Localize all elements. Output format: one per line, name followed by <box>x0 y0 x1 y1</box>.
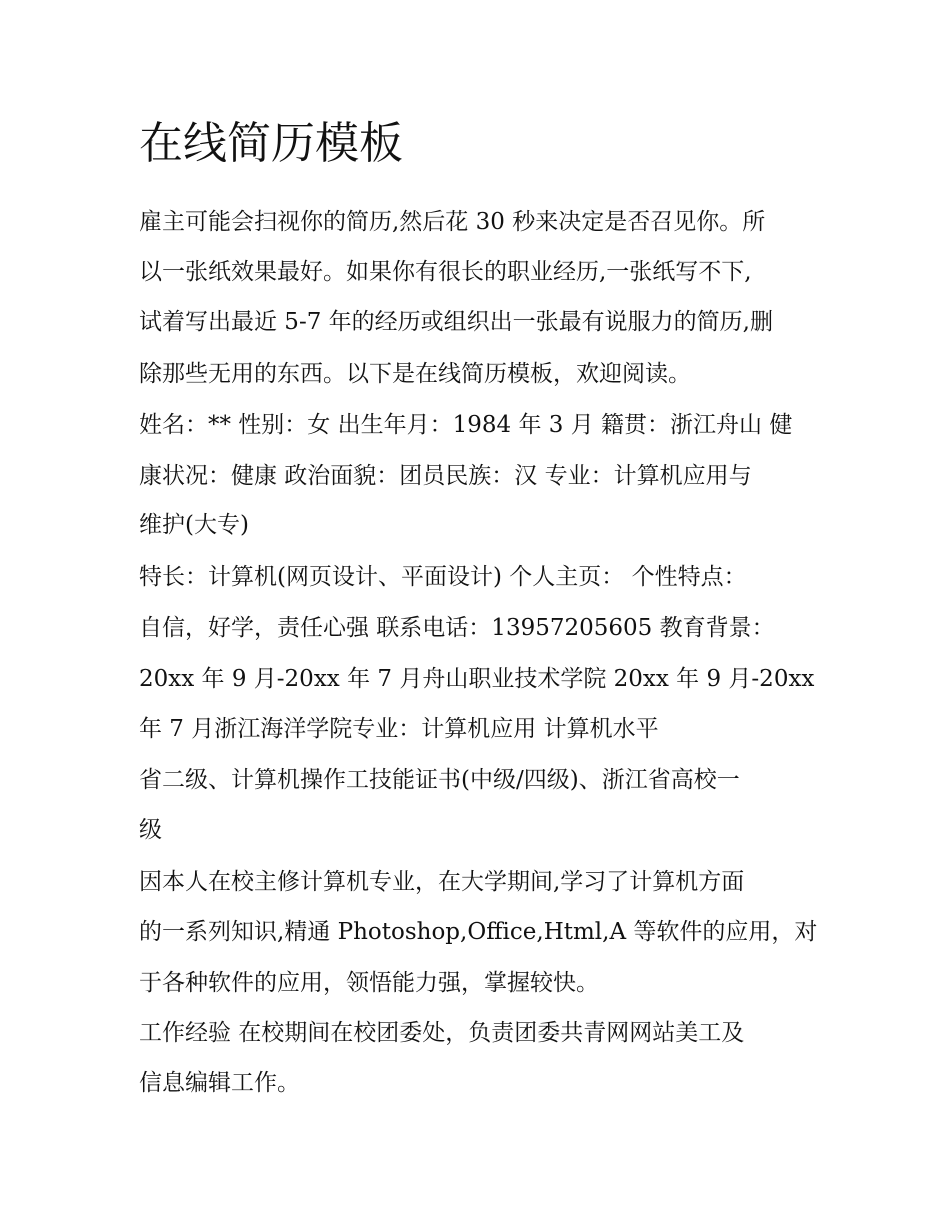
body-line: 省二级、计算机操作工技能证书(中级/四级)、浙江省高校一 <box>139 767 740 793</box>
body-line: 自信，好学，责任心强 联系电话：13957205605 教育背景： <box>139 615 775 641</box>
body-line: 信息编辑工作。 <box>139 1070 300 1096</box>
body-line: 因本人在校主修计算机专业，在大学期间,学习了计算机方面 <box>139 869 745 895</box>
body-line: 姓名：** 性别：女 出生年月：1984 年 3 月 籍贯：浙江舟山 健 <box>139 412 793 438</box>
body-line: 的一系列知识,精通 Photoshop,Office,Html,A 等软件的应用，对 <box>139 919 818 945</box>
body-line: 以一张纸效果最好。如果你有很长的职业经历,一张纸写不下, <box>139 259 752 285</box>
body-line: 雇主可能会扫视你的简历,然后花 30 秒来决定是否召见你。所 <box>139 209 766 235</box>
body-line: 特长：计算机(网页设计、平面设计) 个人主页： 个性特点： <box>139 564 747 590</box>
page-title: 在线简历模板 <box>139 118 403 169</box>
body-line: 除那些无用的东西。以下是在线简历模板，欢迎阅读。 <box>139 361 691 387</box>
body-line: 康状况：健康 政治面貌：团员民族：汉 专业：计算机应用与 <box>139 463 752 489</box>
body-line: 工作经验 在校期间在校团委处，负责团委共青网网站美工及 <box>139 1020 745 1046</box>
body-line: 20xx 年 9 月-20xx 年 7 月舟山职业技术学院 20xx 年 9 月-20xx <box>139 666 815 692</box>
body-line: 维护(大专) <box>139 512 249 538</box>
body-line: 于各种软件的应用，领悟能力强，掌握较快。 <box>139 970 599 996</box>
body-line: 年 7 月浙江海洋学院专业：计算机应用 计算机水平 <box>139 716 659 742</box>
body-line: 级 <box>139 817 162 843</box>
body-line: 试着写出最近 5-7 年的经历或组织出一张最有说服力的简历,删 <box>139 309 773 335</box>
